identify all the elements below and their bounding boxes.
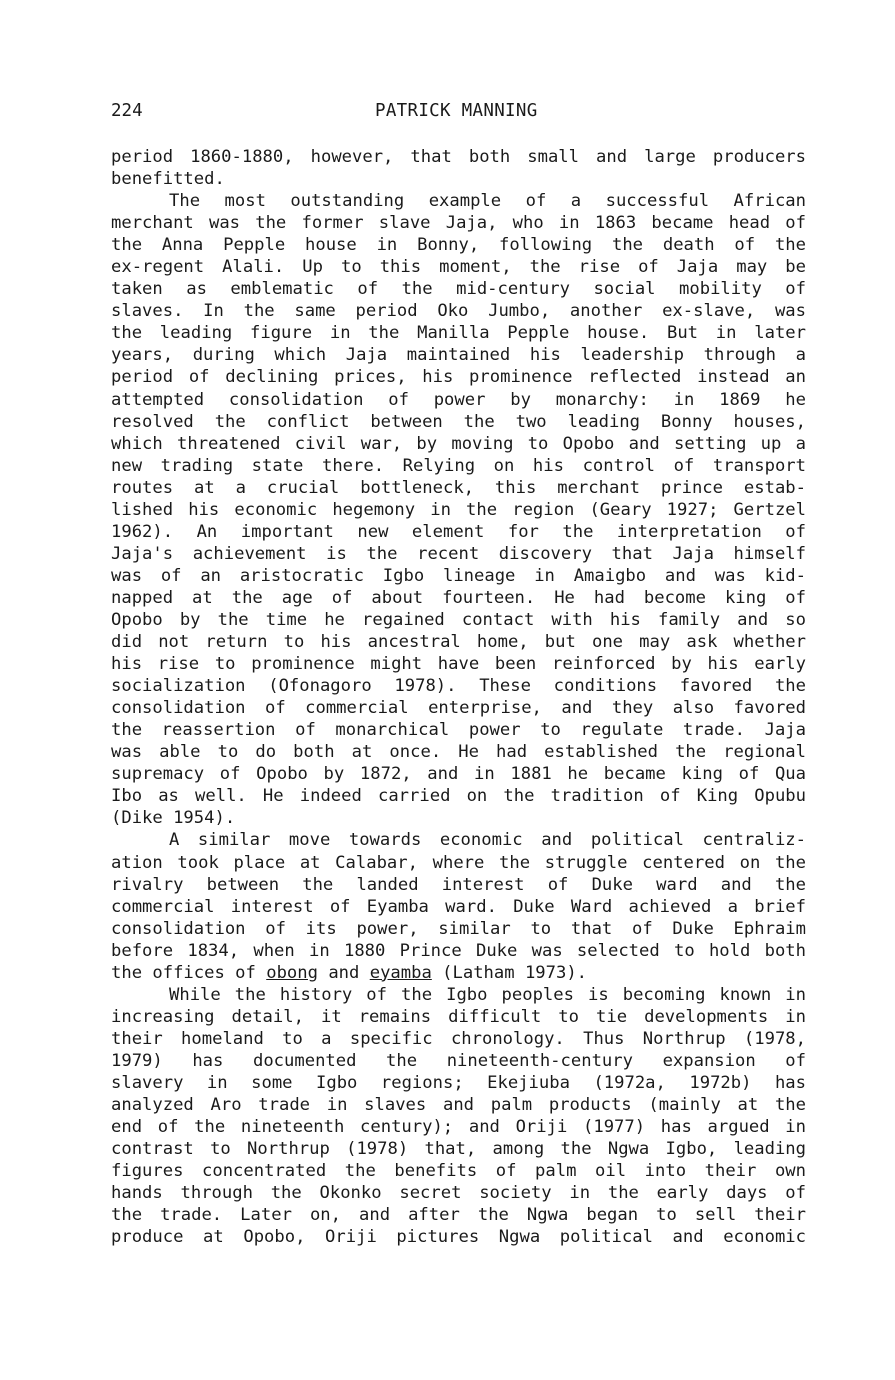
text-line: lished his economic hegemony in the region (Geary 1927; Gertzel (111, 499, 806, 520)
text-line: napped at the age of about fourteen. He had become king of (111, 587, 806, 608)
underlined-term: eyamba (369, 962, 432, 983)
text-line: A similar move towards economic and political centraliz- (169, 830, 806, 851)
body-text (111, 146, 806, 1248)
text-line: which threatened civil war, by moving to Opobo and setting up a (111, 433, 806, 454)
underlined-term: obong (266, 962, 318, 983)
page-header (111, 101, 806, 125)
text-line: resolved the conflict between the two leading Bonny houses, (111, 411, 806, 432)
text-line: period of declining prices, his prominence reflected instead an (111, 367, 806, 388)
text-line: before 1834, when in 1880 Prince Duke was selected to hold both (111, 940, 806, 961)
text-line: period 1860-1880, however, that both small and large producers (111, 147, 806, 167)
text-line: hands through the Okonko secret society in the early days of (111, 1183, 806, 1204)
text-line: years, during which Jaja maintained his leadership through a (111, 345, 806, 366)
text-line: routes at a crucial bottleneck, this merchant prince estab- (111, 477, 806, 498)
text-line: the reassertion of monarchical power to regulate trade. Jaja (111, 720, 806, 741)
text-line: ex-regent Alali. Up to this moment, the rise of Jaja may be (111, 257, 806, 278)
text-line: 1979) has documented the nineteenth-century expansion of (111, 1050, 806, 1071)
text-line: analyzed Aro trade in slaves and palm products (mainly at the (111, 1095, 806, 1116)
text-line: his rise to prominence might have been reinforced by his early (111, 654, 806, 675)
text-line: end of the nineteenth century); and Oriji (1977) has argued in (111, 1117, 806, 1138)
text-line: contrast to Northrup (1978) that, among the Ngwa Igbo, leading (111, 1139, 806, 1160)
text-line: the offices of obong and eyamba (Latham 1973). (111, 962, 588, 983)
text-line: slaves. In the same period Oko Jumbo, another ex-slave, was (111, 301, 806, 322)
text-line: ation took place at Calabar, where the struggle centered on the (111, 852, 806, 873)
text-line: (Dike 1954). (111, 808, 236, 829)
text-line: was able to do both at once. He had established the regional (111, 742, 806, 763)
text-line: socialization (Ofonagoro 1978). These conditions favored the (111, 676, 806, 697)
text-line: figures concentrated the benefits of palm oil into their own (111, 1161, 806, 1182)
text-line: new trading state there. Relying on his control of transport (111, 455, 806, 476)
text-line: Ibo as well. He indeed carried on the tradition of King Opubu (111, 786, 806, 807)
text-line: increasing detail, it remains difficult to tie developments in (111, 1006, 806, 1027)
page-number: 224 (111, 101, 143, 121)
text-line: did not return to his ancestral home, but one may ask whether (111, 632, 806, 653)
text-line: commercial interest of Eyamba ward. Duke Ward achieved a brief (111, 896, 806, 917)
text-line: their homeland to a specific chronology. Thus Northrup (1978, (111, 1028, 806, 1049)
text-line: rivalry between the landed interest of Duke ward and the (111, 874, 806, 895)
text-line: 1962). An important new element for the interpretation of (111, 521, 806, 542)
running-head: PATRICK MANNING (375, 101, 538, 121)
text-line: Jaja's achievement is the recent discovery that Jaja himself (111, 543, 806, 564)
text-line: consolidation of commercial enterprise, and they also favored (111, 698, 806, 719)
text-line: The most outstanding example of a successful African (169, 191, 806, 212)
text-line: produce at Opobo, Oriji pictures Ngwa political and economic (111, 1227, 806, 1248)
text-line: slavery in some Igbo regions; Ekejiuba (1972a, 1972b) has (111, 1072, 806, 1093)
text-line: taken as emblematic of the mid-century social mobility of (111, 279, 806, 300)
text-line: consolidation of its power, similar to that of Duke Ephraim (111, 918, 806, 939)
text-line: merchant was the former slave Jaja, who in 1863 became head of (111, 213, 806, 234)
text-line: supremacy of Opobo by 1872, and in 1881 he became king of Qua (111, 764, 806, 785)
text-line: the leading figure in the Manilla Pepple house. But in later (111, 323, 806, 344)
text-line: was of an aristocratic Igbo lineage in Amaigbo and was kid- (111, 565, 806, 586)
text-line: the trade. Later on, and after the Ngwa began to sell their (111, 1205, 806, 1226)
text-line: Opobo by the time he regained contact with his family and so (111, 609, 806, 630)
text-line: While the history of the Igbo peoples is becoming known in (169, 984, 806, 1005)
text-line: attempted consolidation of power by monarchy: in 1869 he (111, 389, 806, 410)
text-line: benefitted. (111, 169, 225, 190)
text-line: the Anna Pepple house in Bonny, following the death of the (111, 235, 806, 256)
